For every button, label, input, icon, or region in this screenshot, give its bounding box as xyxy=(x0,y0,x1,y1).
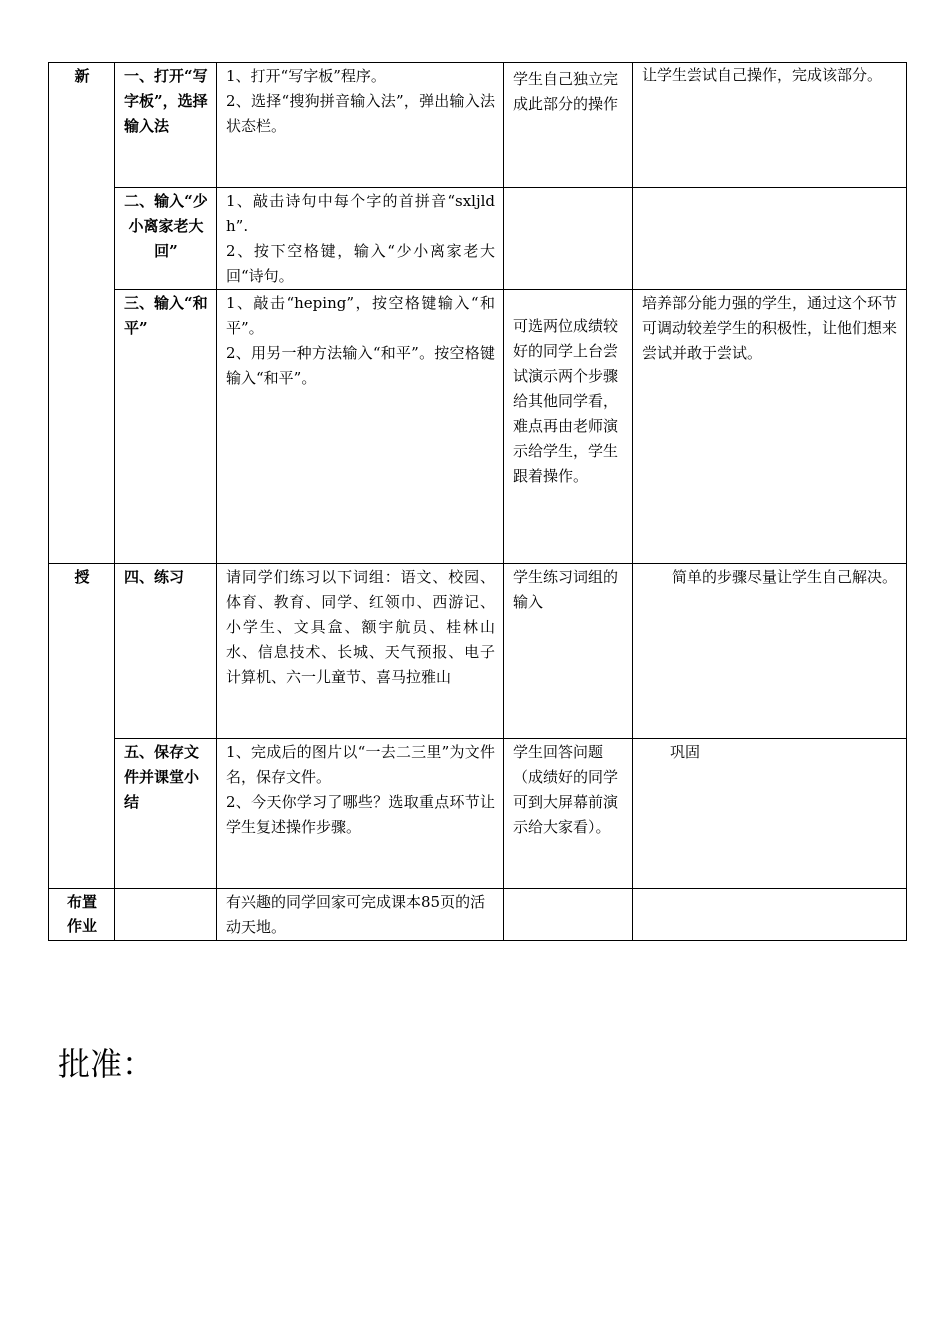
student-activity: 学生自己独立完成此部分的操作 xyxy=(504,63,633,188)
table-row xyxy=(49,564,907,739)
design-intent xyxy=(633,188,907,290)
step-content xyxy=(217,188,504,290)
content-line: 2、按下空格键，输入“少小离家老大回“诗句。 xyxy=(226,242,495,285)
section-label-shou: 授 xyxy=(49,564,115,889)
student-activity: 可选两位成绩较好的同学上台尝试演示两个步骤给其他同学看，难点再由老师演示给学生，学生跟着操作。 xyxy=(504,290,633,564)
design-intent xyxy=(633,889,907,941)
step-title: 二、输入“少小离家老大回” xyxy=(115,188,217,290)
step-content: 有兴趣的同学回家可完成课本85页的活动天地。 xyxy=(217,889,504,941)
step-title: 五、保存文件并课堂小结 xyxy=(115,739,217,889)
content-line: 1、打开“写字板”程序。 xyxy=(226,67,386,85)
student-activity xyxy=(504,889,633,941)
student-activity: 学生练习词组的输入 xyxy=(504,564,633,739)
step-content: 请同学们练习以下词组：语文、校园、体育、教育、同学、红领巾、西游记、小学生、文具盒、额宇航员、桂林山水、信息技术、长城、天气预报、电子计算机、六一儿童节、喜马拉雅山 xyxy=(217,564,504,739)
step-content xyxy=(217,290,504,564)
student-activity: 学生回答问题（成绩好的同学可到大屏幕前演示给大家看）。 xyxy=(504,739,633,889)
table-row xyxy=(49,188,907,290)
content-line: 2、今天你学习了哪些？选取重点环节让学生复述操作步骤。 xyxy=(226,793,495,836)
approval-label: 批准： xyxy=(58,1045,155,1083)
step-title: 三、输入“和平” xyxy=(115,290,217,564)
student-activity xyxy=(504,188,633,290)
step-content xyxy=(217,63,504,188)
step-title xyxy=(115,889,217,941)
lesson-plan-table xyxy=(48,62,907,941)
table-row xyxy=(49,63,907,188)
content-line: 1、敲击诗句中每个字的首拼音“sxljldh”. xyxy=(226,192,495,235)
content-line: 2、选择“搜狗拼音输入法”，弹出输入法状态栏。 xyxy=(226,92,495,135)
section-label-homework: 布置 作业 xyxy=(49,889,115,941)
table-row xyxy=(49,290,907,564)
step-content xyxy=(217,739,504,889)
design-intent: 培养部分能力强的学生，通过这个环节可调动较差学生的积极性，让他们想来尝试并敢于尝试。 xyxy=(633,290,907,564)
step-title: 四、练习 xyxy=(115,564,217,739)
design-intent: 让学生尝试自己操作，完成该部分。 xyxy=(633,63,907,188)
table-row xyxy=(49,739,907,889)
step-title: 一、打开“写字板”，选择输入法 xyxy=(115,63,217,188)
design-intent: 巩固 xyxy=(633,739,907,889)
content-line: 2、用另一种方法输入“和平”。按空格键输入“和平”。 xyxy=(226,344,495,387)
section-label-xin: 新 xyxy=(49,63,115,564)
design-intent: 简单的步骤尽量让学生自己解决。 xyxy=(633,564,907,739)
content-line: 1、敲击“heping”，按空格键输入“和平”。 xyxy=(226,294,495,337)
table-row xyxy=(49,889,907,941)
content-line: 1、完成后的图片以“一去二三里”为文件名，保存文件。 xyxy=(226,743,495,786)
